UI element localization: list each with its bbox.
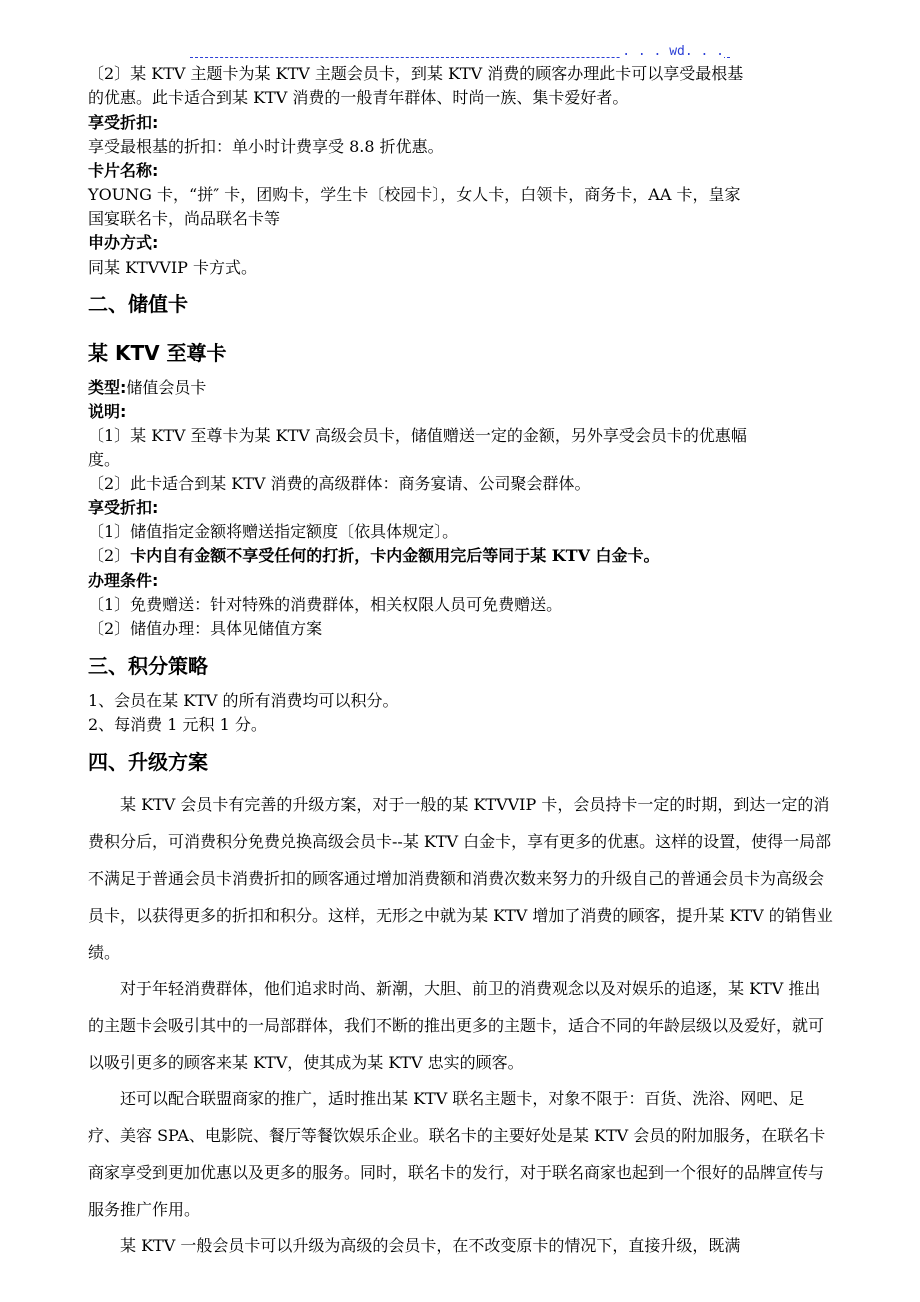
section-2-discount-2-bold: 卡内自有金额不享受任何的打折，卡内金额用完后等同于某 KTV 白金卡。 [130,546,660,565]
section-3-line-1: 1、会员在某 KTV 的所有消费均可以积分。 [88,691,399,710]
section-2-card-title: 某 KTV 至尊卡 [88,341,227,365]
section-2-cond-line-2: 〔2〕储值办理：具体见储值方案 [88,619,323,638]
theme-card-names-line-1: YOUNG 卡，“拼″ 卡，团购卡，学生卡〔校园卡〕，女人卡，白领卡，商务卡，AA 卡，皇家 [88,185,741,204]
section-4-paragraph-3: 还可以配合联盟商家的推广，适时推出某 KTV 联名主题卡，对象不限于：百货、洗浴、网吧、足疗、美容 SPA、电影院、餐厅等餐饮娱乐企业。联名卡的主要好处是某 KTV 会员的附加服务，在联名卡商家享受到更加优惠以及更多的服务。同时，联名卡的发行，对于联名商家也起到一个很好的品牌宣传与服务推广作用。 [88,1089,826,1219]
section-4-heading: 四、升级方案 [88,750,208,774]
header-mark: . . . wd. . . [622,44,724,59]
section-2-desc-label: 说明: [88,402,127,421]
section-2-cond-label: 办理条件: [88,571,159,590]
section-4-paragraph-2: 对于年轻消费群体，他们追求时尚、新潮，大胆、前卫的消费观念以及对娱乐的追逐，某 KTV 推出的主题卡会吸引其中的一局部群体，我们不断的推出更多的主题卡，适合不同的年龄层级以及爱好，就可以吸引更多的顾客来某 KTV，使其成为某 KTV 忠实的顾客。 [88,979,825,1072]
section-2-discount-2 [88,544,834,568]
section-4-paragraph-4: 某 KTV 一般会员卡可以升级为高级的会员卡，在不改变原卡的情况下，直接升级，既满 [120,1236,741,1255]
section-2-desc-line-2: 度。 [88,450,121,469]
theme-card-names-line-2: 国宴联名卡，尚品联名卡等 [88,209,281,228]
section-2-type-value: 储值会员卡 [126,378,207,397]
theme-card-intro-line-2: 的优惠。此卡适合到某 KTV 消费的一般青年群体、时尚一族、集卡爱好者。 [88,88,629,107]
theme-card-intro-line-1: 〔2〕某 KTV 主题卡为某 KTV 主题会员卡，到某 KTV 消费的顾客办理此卡可以享受最根基 [88,64,744,83]
section-2-type-row [88,376,834,400]
section-3-heading: 三、积分策略 [88,654,208,678]
section-2-type-label: 类型: [88,378,127,397]
section-2-cond-line-1: 〔1〕免费赠送：针对特殊的消费群体，相关权限人员可免费赠送。 [88,595,563,614]
theme-card-apply-label: 申办方式: [88,233,159,252]
theme-card-discount-text: 享受最根基的折扣：单小时计费享受 8.8 折优惠。 [88,137,444,156]
section-2-desc-line-1: 〔1〕某 KTV 至尊卡为某 KTV 高级会员卡，储值赠送一定的金额，另外享受会员卡的优惠幅 [88,426,747,445]
theme-card-discount-label: 享受折扣: [88,113,159,132]
section-2-discount-1: 〔1〕储值指定金额将赠送指定额度〔依具体规定〕。 [88,522,459,541]
page-header [190,44,730,60]
section-2-desc-line-3: 〔2〕此卡适合到某 KTV 消费的高级群体：商务宴请、公司聚会群体。 [88,474,591,493]
section-2-discount-label: 享受折扣: [88,498,159,517]
section-2-discount-2-prefix: 〔2〕 [88,546,131,565]
theme-card-apply-text: 同某 KTVVIP 卡方式。 [88,258,257,277]
section-4-paragraph-1: 某 KTV 会员卡有完善的升级方案，对于一般的某 KTVVIP 卡，会员持卡一定的时期，到达一定的消费积分后，可消费积分免费兑换高级会员卡--某 KTV 白金卡，享有更多的优惠。这样的设置，使得一局部不满足于普通会员卡消费折扣的顾客通过增加消费额和消费次数来努力的升级自己的普通会员卡为高级会员卡，以获得更多的折扣和积分。这样，无形之中就为某 KTV 增加了消费的顾客，提升某 KTV 的销售业绩。 [88,795,833,962]
section-2-heading: 二、储值卡 [88,292,188,316]
section-3-line-2: 2、每消费 1 元积 1 分。 [88,715,267,734]
theme-card-names-label: 卡片名称: [88,161,159,180]
